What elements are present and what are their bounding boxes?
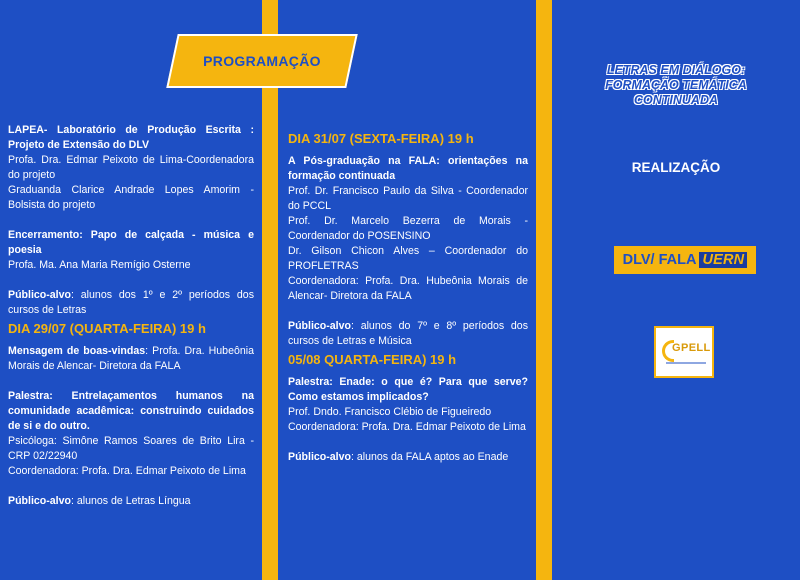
info-line: Psicóloga: Simône Ramos Soares de Brito Lira - CRP 02/22940 xyxy=(8,435,254,462)
programacao-title: PROGRAMAÇÃO xyxy=(203,53,321,69)
audience-label: Público-alvo xyxy=(288,451,351,463)
audience-line: Público-alvo: alunos dos 1º e 2º períodos dos cursos de Letras xyxy=(8,289,254,316)
event-title-line-2: FORMAÇÃO TEMÁTICA xyxy=(605,78,747,92)
spacer xyxy=(288,304,528,319)
info-line: Profa. Dra. Edmar Peixoto de Lima-Coordenadora do projeto xyxy=(8,154,254,181)
info-line: Coordenadora: Profa. Dra. Hubeônia Morais de Alencar- Diretora da FALA xyxy=(288,275,528,302)
info-line: Graduanda Clarice Andrade Lopes Amorim - Bolsista do projeto xyxy=(8,184,254,211)
event-title xyxy=(552,63,800,108)
info-line: Profa. Ma. Ana Maria Remígio Osterne xyxy=(8,259,191,271)
session-title: LAPEA- Laboratório de Produção Escrita : Projeto de Extensão do DLV xyxy=(8,124,254,151)
spacer xyxy=(8,273,254,288)
right-column xyxy=(552,0,800,580)
dlv-fala-uern-logo xyxy=(614,246,756,274)
audience-label: Mensagem de boas-vindas xyxy=(8,345,146,357)
event-title-line-3: CONTINUADA xyxy=(633,93,719,107)
audience-label: Público-alvo xyxy=(288,320,351,332)
audience-label: Público-alvo xyxy=(8,289,71,301)
session-title: Encerramento: Papo de calçada - música e poesia xyxy=(8,229,254,256)
dlv-fala-text: DLV/ FALA xyxy=(622,252,697,268)
spacer xyxy=(8,479,254,494)
day-heading: DIA 31/07 (SEXTA-FEIRA) 19 h xyxy=(288,131,474,146)
spacer xyxy=(8,213,254,228)
yellow-divider-right xyxy=(536,0,552,580)
audience-line: Mensagem de boas-vindas: Profa. Dra. Hubeônia Morais de Alencar- Diretora da FALA xyxy=(8,345,254,372)
session-title: A Pós-graduação na FALA: orientações na formação continuada xyxy=(288,155,528,182)
programacao-banner xyxy=(166,34,357,88)
audience-line: Público-alvo: alunos do 7º e 8º períodos dos cursos de Letras e Música xyxy=(288,320,528,347)
info-line: Prof. Dndo. Francisco Clébio de Figueiredo xyxy=(288,406,492,418)
uern-text: UERN xyxy=(699,252,747,268)
info-line: Prof. Dr. Francisco Paulo da Silva - Coordenador do PCCL xyxy=(288,185,528,212)
audience-line: Público-alvo: alunos da FALA aptos ao Enade xyxy=(288,451,509,463)
middle-column-text xyxy=(288,128,528,465)
day-heading: DIA 29/07 (QUARTA-FEIRA) 19 h xyxy=(8,321,206,336)
event-title-line-1: LETRAS EM DIÁLOGO: xyxy=(606,63,746,77)
audience-label: Público-alvo xyxy=(8,495,71,507)
gpell-underline xyxy=(666,362,706,364)
info-line: Dr. Gilson Chicon Alves – Coordenador do PROFLETRAS xyxy=(288,245,528,272)
info-line: Prof. Dr. Marcelo Bezerra de Morais - Coordenador do POSENSINO xyxy=(288,215,528,242)
session-title: Palestra: Enade: o que é? Para que serve? Como estamos implicados? xyxy=(288,376,528,403)
spacer xyxy=(8,374,254,389)
info-line: Coordenadora: Profa. Dra. Edmar Peixoto de Lima xyxy=(288,421,526,433)
info-line: Coordenadora: Profa. Dra. Edmar Peixoto de Lima xyxy=(8,465,246,477)
audience-line: Público-alvo: alunos de Letras Língua xyxy=(8,495,191,507)
day-heading: 05/08 QUARTA-FEIRA) 19 h xyxy=(288,352,457,367)
session-title: Palestra: Entrelaçamentos humanos na comunidade acadêmica: construindo cuidados de si e do outro. xyxy=(8,390,254,432)
gpell-logo xyxy=(654,326,714,378)
left-column-text xyxy=(8,123,254,509)
gpell-logo-text: GPELL xyxy=(672,342,711,354)
spacer xyxy=(288,435,528,450)
realizacao-heading: REALIZAÇÃO xyxy=(631,160,721,175)
